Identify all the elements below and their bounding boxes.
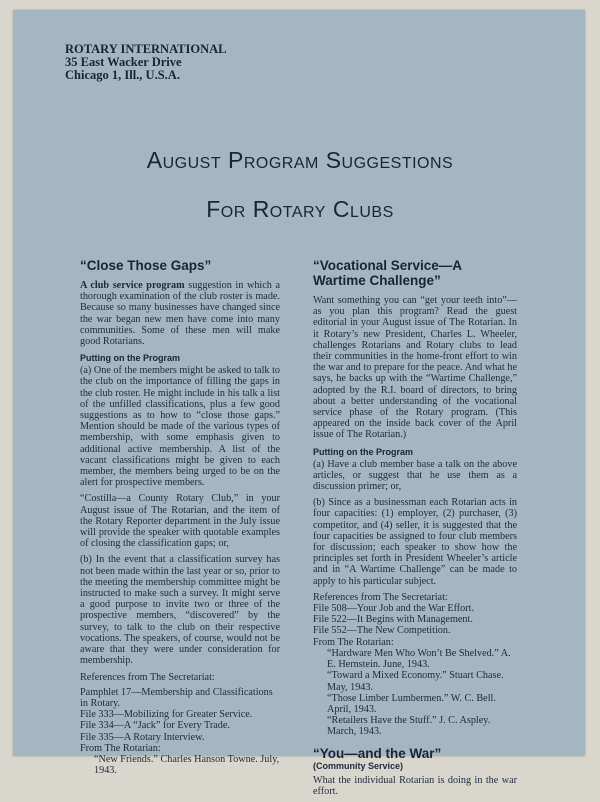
left-intro	[80, 280, 280, 347]
right-ref-item: File 508—Your Job and the War Effort.	[313, 603, 475, 615]
left-column	[80, 258, 280, 776]
left-subhead: Putting on the Program	[80, 353, 180, 364]
right-from-item: “Toward a Mixed Economy.” Stuart Chase. May, 1943.	[327, 670, 504, 693]
right-heading: “Vocational Service—A Wartime Challenge”	[313, 258, 462, 288]
intro-bold: A club service program	[80, 280, 185, 291]
right-ref-item: File 522—It Begins with Management.	[313, 614, 473, 626]
left-para-a: (a) One of the members might be asked to talk to the club on the importance of filling the gaps in the club roster. He might include in his talk a list of the unfilled classifications, plus a few good suggestions as to how to “close those gaps.” Mention should be made of the various types of membership, with some emphasis given to additional active membership. A list of the vacant classifications might be given to each member, the members being urged to be on the alert for prospective members.	[80, 365, 280, 489]
left-ref-item: File 335—A Rotary Interview.	[80, 731, 205, 743]
intro-rest: suggestion in which a thorough examination of the club roster is made. Because so many businesses have changed since the war began new men have come into many communities. Some of these men will make good Rotarians.	[80, 280, 280, 348]
letterhead	[65, 43, 227, 82]
title-line-1: August Program Suggestions	[146, 147, 454, 173]
org-name: ROTARY INTERNATIONAL	[65, 42, 227, 56]
right-from-item: “Hardware Men Who Won’t Be Shelved.” A. E. Hernstein. June, 1943.	[327, 647, 511, 671]
left-ref-item: File 333—Mobilizing for Greater Service.	[80, 709, 253, 721]
right-closing: What the individual Rotarian is doing in the war effort.	[313, 774, 517, 797]
right-from-item: “Those Limber Lumbermen.” W. C. Bell. April, 1943.	[327, 692, 496, 715]
right-subhead: Putting on the Program	[313, 446, 413, 457]
right-para-a: (a) Have a club member base a talk on the above articles, or suggest that he use them as a discussion primer; or,	[313, 458, 517, 493]
left-refs-label: References from The Secretariat:	[80, 671, 215, 683]
right-para-b: (b) Since as a businessman each Rotarian acts in four capacities: (1) employer, (2) purchaser, (3) competitor, and (4) seller, it is suggested that the four capacities be assigned to four club members for discussion; each speaker to show how the principles set forth in President Wheeler’s article and in “A Wartime Challenge” can be made to apply to his particular subject.	[313, 497, 517, 587]
left-from-item: “New Friends.” Charles Hanson Towne. July, 1943.	[94, 753, 280, 777]
right-heading-2: “You—and the War”	[313, 745, 442, 761]
right-intro: Want something you can “get your teeth into”—as you plan this program? Read the guest editorial in your August issue of The Rotarian. In it Rotary’s new President, Charles L. Wheeler, challenges Rotarians and Rotary clubs to lead their communities in the home-front effort to win the war and to prepare for the peace. And what he says, he backs up with the “Wartime Challenge,” adopted by the R.I. board of directors, to bring about a better understanding of the vocational service phase of the Rotary program. (This appeared on the inside back cover of the April issue of The Rotarian.)	[313, 295, 517, 441]
right-from-item: “Retailers Have the Stuff.” J. C. Aspley. March, 1943.	[327, 715, 491, 738]
left-from-label: From The Rotarian:	[80, 742, 161, 754]
title-line-2: For Rotary Clubs	[206, 196, 394, 222]
left-ref-item: File 334—A “Jack” for Every Trade.	[80, 720, 230, 732]
left-heading: “Close Those Gaps”	[80, 258, 212, 273]
left-para-costilla: “Costilla—a County Rotary Club,” in your August issue of The Rotarian, and the item of the Rotary Reporter department in the July issue will provide the speaker with quotable examples of closing the classification gaps; or,	[80, 493, 280, 550]
right-column	[313, 258, 517, 802]
city-address: Chicago 1, Ill., U.S.A.	[65, 68, 180, 82]
street-address: 35 East Wacker Drive	[65, 55, 182, 69]
left-para-b: (b) In the event that a classification survey has not been made within the last year or so, prior to the meeting the membership committee might be instructed to make such a survey. It might serve a good purpose to invite two or three of the prospective members, “discovered” by the survey, to talk to the club on their respective vocations. The speakers, of course, would not be aware that they were under consideration for membership.	[80, 554, 280, 667]
right-ref-item: File 552—The New Competition.	[313, 625, 451, 637]
right-heading-2-sub: (Community Service)	[313, 760, 404, 771]
left-ref-item: Pamphlet 17—Membership and Classifications in Rotary.	[80, 686, 273, 709]
right-from-label: From The Rotarian:	[313, 636, 394, 648]
right-refs-label: References from The Secretariat:	[313, 591, 448, 603]
